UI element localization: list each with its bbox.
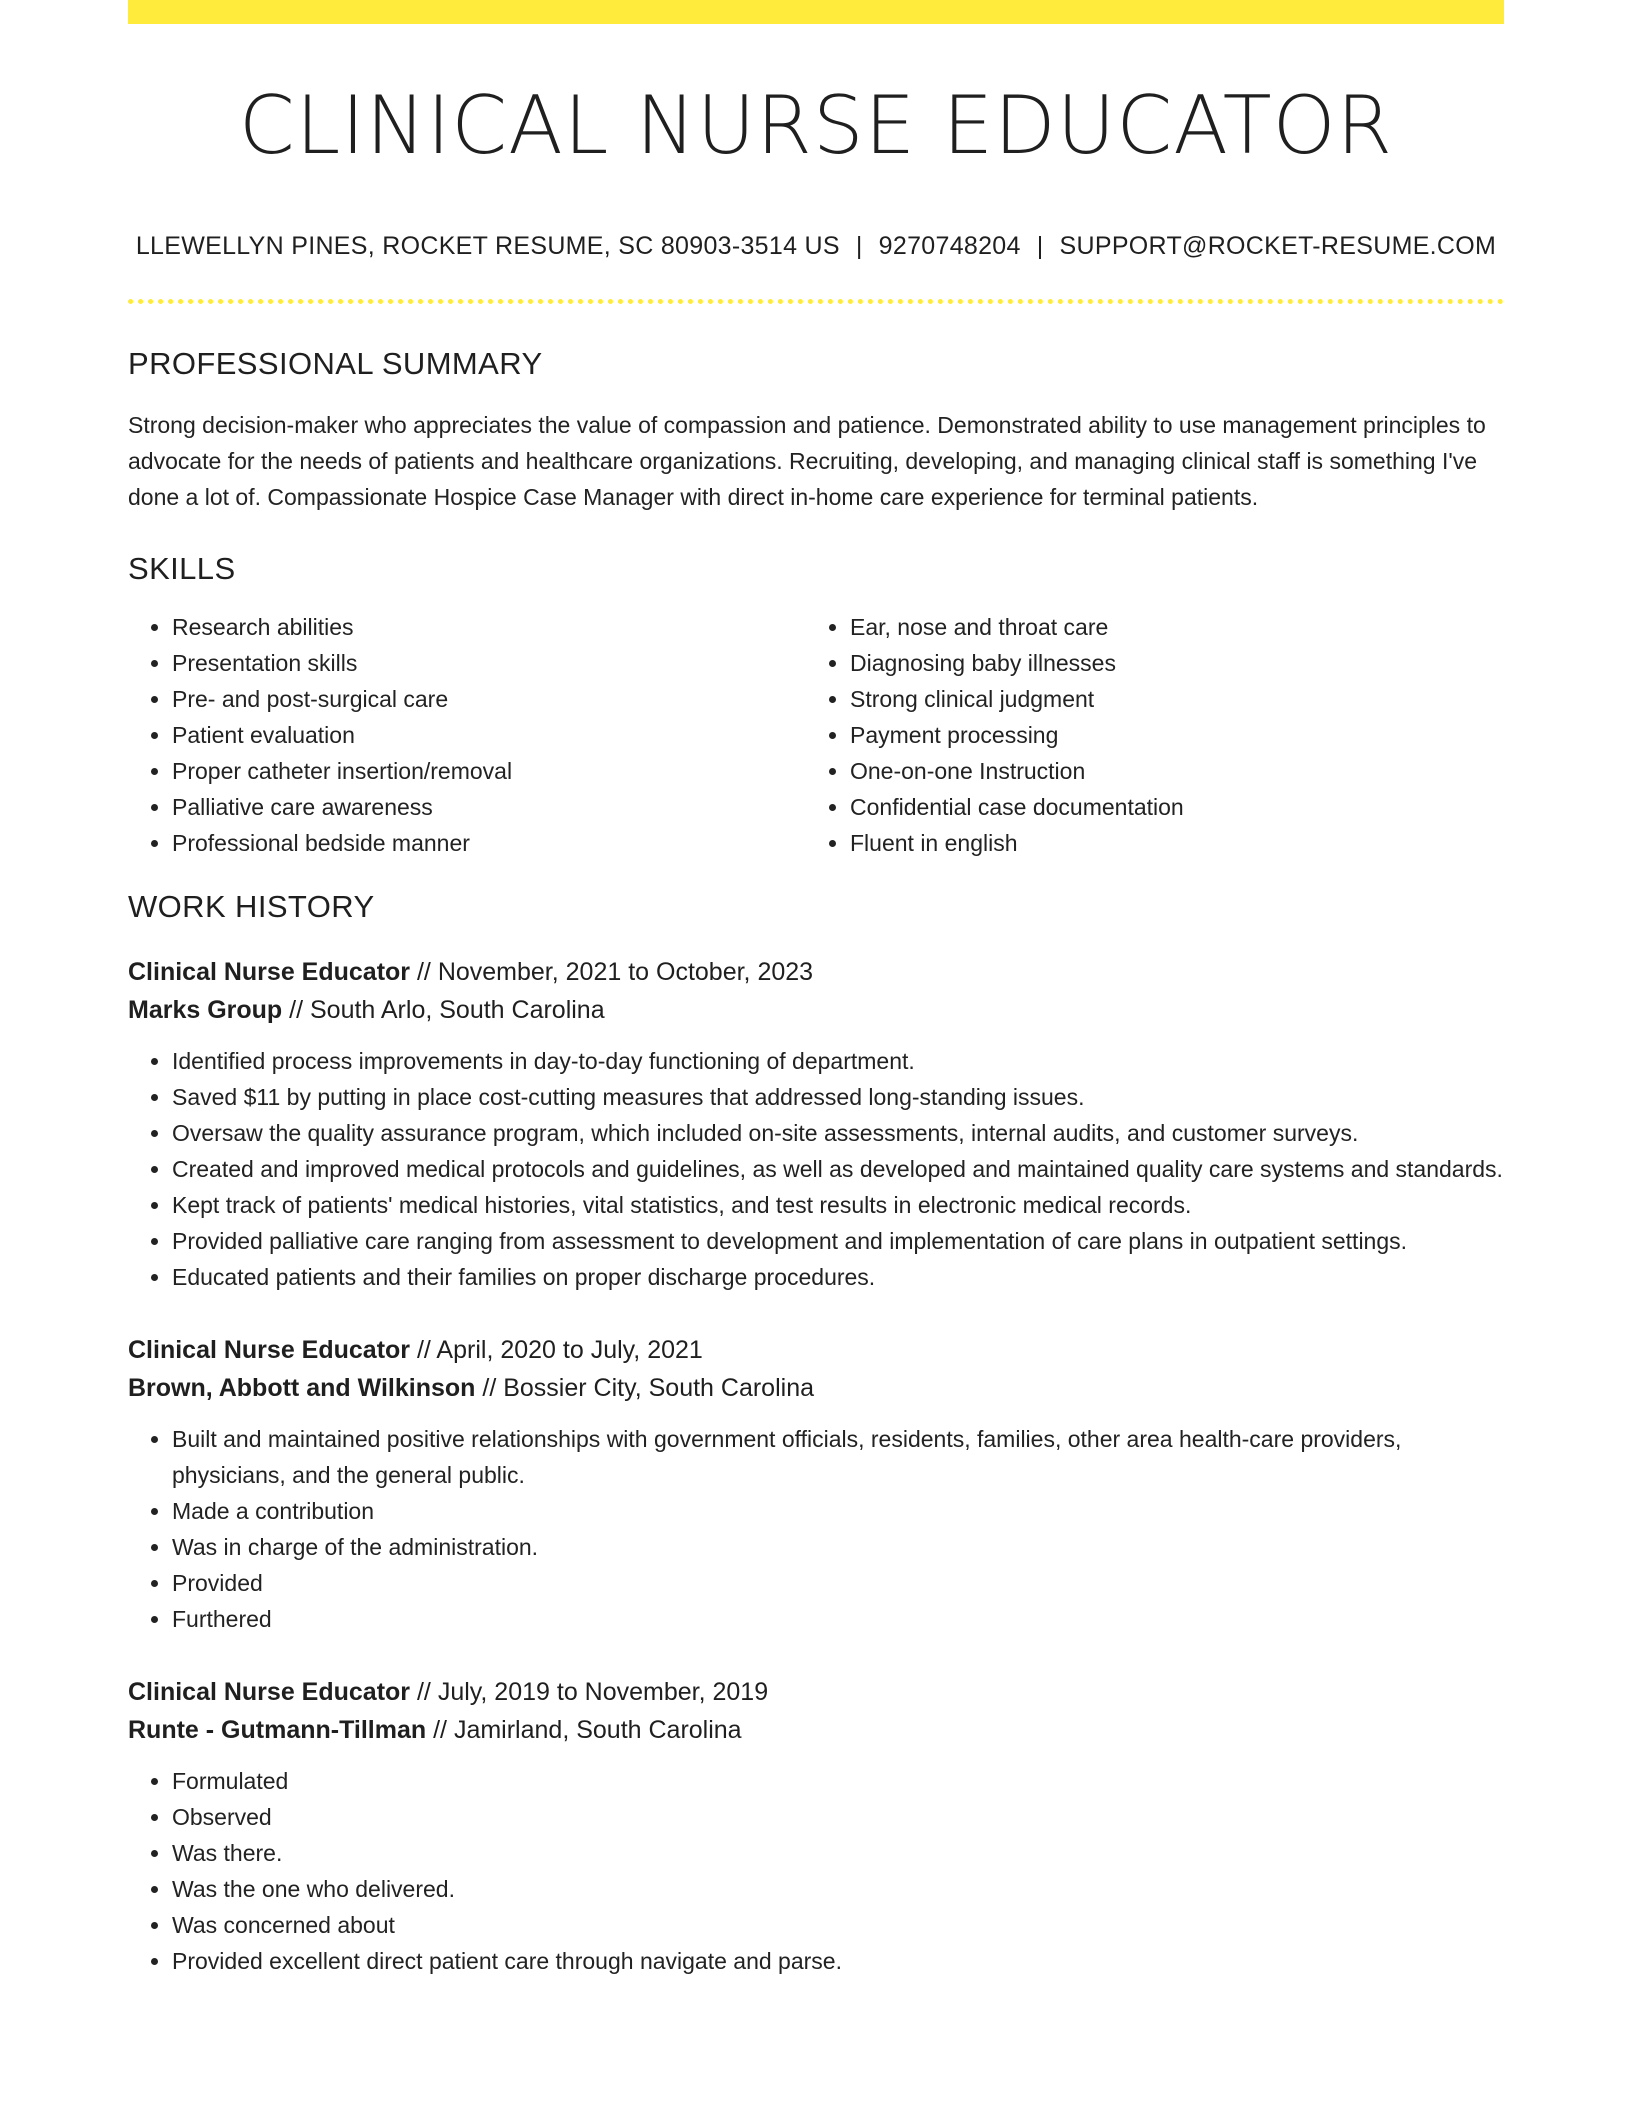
skills-left-list	[128, 609, 806, 861]
job-entry	[128, 1673, 1504, 1979]
job-bullet: • Educated patients and their families on proper discharge procedures.	[172, 1259, 1504, 1295]
dotted-divider	[128, 299, 1504, 304]
resume-page	[128, 0, 1504, 1979]
skill-item: • Professional bedside manner	[172, 825, 806, 861]
contact-line	[128, 232, 1504, 261]
contact-separator: |	[855, 232, 863, 260]
skills-columns	[128, 609, 1504, 861]
skill-item: • Confidential case documentation	[850, 789, 1490, 825]
job-title-line	[128, 953, 1504, 991]
job-bullet: • Provided	[172, 1565, 1504, 1601]
resume-name: CLINICAL NURSE EDUCATOR	[238, 79, 1394, 172]
job-bullets	[128, 1421, 1504, 1637]
work-history-heading: WORK HISTORY	[128, 889, 375, 924]
job-bullet: • Was there.	[172, 1835, 1504, 1871]
job-bullet: • Formulated	[172, 1763, 1504, 1799]
job-company: Brown, Abbott and Wilkinson	[128, 1374, 476, 1402]
skill-item: • Ear, nose and throat care	[850, 609, 1490, 645]
skill-item: • Proper catheter insertion/removal	[172, 753, 806, 789]
job-bullet: • Made a contribution	[172, 1493, 1504, 1529]
job-position: Clinical Nurse Educator	[128, 958, 411, 986]
skill-item: • Strong clinical judgment	[850, 681, 1490, 717]
job-bullet: • Observed	[172, 1799, 1504, 1835]
job-bullet: • Provided excellent direct patient care through navigate and parse.	[172, 1943, 1504, 1979]
job-bullet: • Provided palliative care ranging from assessment to development and implementation of care plans in outpatient settings.	[172, 1223, 1504, 1259]
contact-phone: 9270748204	[878, 232, 1021, 260]
job-dates: // November, 2021 to October, 2023	[410, 958, 814, 986]
job-position: Clinical Nurse Educator	[128, 1678, 411, 1706]
skill-item: • Fluent in english	[850, 825, 1490, 861]
accent-top-bar	[128, 0, 1504, 24]
job-company-line	[128, 991, 1504, 1029]
job-position: Clinical Nurse Educator	[128, 1336, 411, 1364]
summary-text: Strong decision-maker who appreciates the value of compassion and patience. Demonstrated ability to use management principles to advocate for the needs of patients and healthcare organizations. Recruiting, developing, and managing clinical staff is something I've done a lot of. Compassionate Hospice Case Manager with direct in-home care experience for terminal patients.	[128, 412, 1486, 510]
job-bullet: • Furthered	[172, 1601, 1504, 1637]
contact-separator: |	[1036, 232, 1044, 260]
skill-item: • One-on-one Instruction	[850, 753, 1490, 789]
contact-address: LLEWELLYN PINES, ROCKET RESUME, SC 80903-3514 US	[135, 232, 840, 260]
job-entry	[128, 1331, 1504, 1637]
job-location: // Jamirland, South Carolina	[426, 1716, 742, 1744]
skill-item: • Presentation skills	[172, 645, 806, 681]
job-company: Runte - Gutmann-Tillman	[128, 1716, 427, 1744]
job-company-line	[128, 1711, 1504, 1749]
job-bullets	[128, 1763, 1504, 1979]
job-title-line	[128, 1673, 1504, 1711]
job-bullet: • Built and maintained positive relationships with government officials, residents, families, other area health-care providers, physicians, and the general public.	[172, 1421, 1504, 1493]
job-company-line	[128, 1369, 1504, 1407]
skill-item: • Diagnosing baby illnesses	[850, 645, 1490, 681]
job-bullet: • Saved $11 by putting in place cost-cutting measures that addressed long-standing issues.	[172, 1079, 1504, 1115]
skills-right-list	[806, 609, 1490, 861]
skill-item: • Palliative care awareness	[172, 789, 806, 825]
skill-item: • Pre- and post-surgical care	[172, 681, 806, 717]
job-bullets	[128, 1043, 1504, 1295]
job-bullet: • Was the one who delivered.	[172, 1871, 1504, 1907]
skill-item: • Patient evaluation	[172, 717, 806, 753]
contact-email: SUPPORT@ROCKET-RESUME.COM	[1059, 232, 1497, 260]
job-title-line	[128, 1331, 1504, 1369]
job-dates: // April, 2020 to July, 2021	[410, 1336, 703, 1364]
job-location: // South Arlo, South Carolina	[282, 996, 605, 1024]
job-location: // Bossier City, South Carolina	[475, 1374, 814, 1402]
job-dates: // July, 2019 to November, 2019	[410, 1678, 769, 1706]
job-bullet: • Was concerned about	[172, 1907, 1504, 1943]
job-entry	[128, 953, 1504, 1295]
job-bullet: • Created and improved medical protocols and guidelines, as well as developed and maintained quality care systems and standards.	[172, 1151, 1504, 1187]
job-company: Marks Group	[128, 996, 283, 1024]
summary-heading: PROFESSIONAL SUMMARY	[128, 346, 543, 381]
skill-item: • Payment processing	[850, 717, 1490, 753]
job-bullet: • Oversaw the quality assurance program, which included on-site assessments, internal audits, and customer surveys.	[172, 1115, 1504, 1151]
job-bullet: • Kept track of patients' medical histories, vital statistics, and test results in electronic medical records.	[172, 1187, 1504, 1223]
skill-item: • Research abilities	[172, 609, 806, 645]
job-bullet: • Identified process improvements in day-to-day functioning of department.	[172, 1043, 1504, 1079]
job-bullet: • Was in charge of the administration.	[172, 1529, 1504, 1565]
skills-heading: SKILLS	[128, 551, 236, 586]
